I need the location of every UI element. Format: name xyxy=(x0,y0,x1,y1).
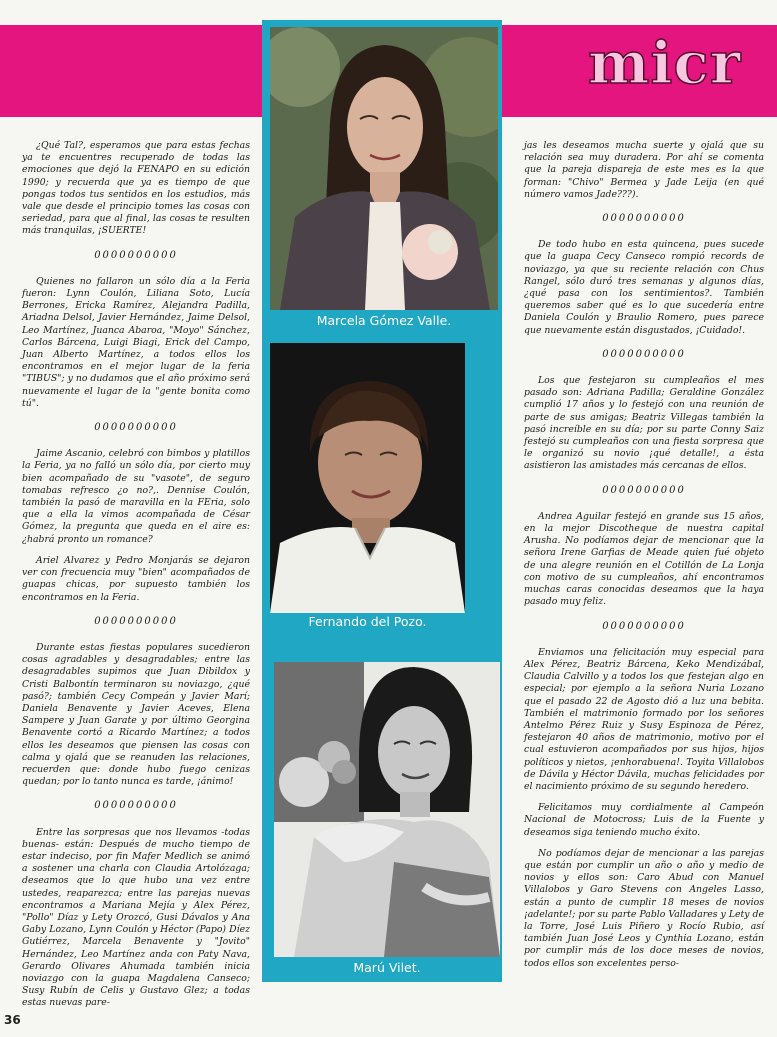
section-separator: 0000000000 xyxy=(602,348,686,360)
photo-marcela xyxy=(270,27,498,310)
header-band-left xyxy=(0,25,262,117)
paragraph: Felicitamos muy cordialmente al Campeón Nacional de Motocross; Luis de la Fuente y deseamos siga teniendo mucho éxito. xyxy=(524,802,764,838)
section-separator: 0000000000 xyxy=(94,615,178,627)
paragraph: De todo hubo en esta quincena, pues sucede que la guapa Cecy Canseco rompió records de noviazgo, ya que su reciente relación con Chus Rangel, sólo duró tres semanas y algunos días, ¿qué pasa con los sentimientos?. También queremos saber qué es lo que sucedería entre Daniela Coulón y Braulio Romero, pues parece que nuevamente están disgustados, ¡Cuidado!. xyxy=(524,239,764,336)
paragraph: Entre las sorpresas que nos llevamos -todas buenas- están: Después de mucho tiempo de estar indeciso, por fin Mafer Medlich se animó a sostener una charla con Claudia Artolózaga; deseamos que lo que hubo una vez entre ustedes, reaparezca; entre las parejas nuevas encontramos a Mariana Mejía y Alex Pérez, "Pollo" Díaz y Lety Orozcó, Gusi Dávalos y Ana Gaby Lozano, Lynn Coulón y Héctor (Papo) Díez Gutiérrez, Marcela Benavente y "Jovito" Hernández, Leo Martínez anda con Paty Nava, Gerardo Olivares Ahumada también inicia noviazgo con la guapa Magdalena Canseco; Susy Rubín de Celis y Gustavo Glez; a todas estas nuevas pare- xyxy=(22,826,250,1009)
masthead-title: micr xyxy=(588,29,742,97)
paragraph: No podíamos dejar de mencionar a las parejas que están por cumplir un año o año y medio de novios y ellos son: Caro Abud con Manuel Villalobos y Garo Stevens con Angeles Lasso, están a punto de cumplir 18 meses de novios ¡adelante!; por su parte Pablo Valladares y Lety de la Torre, José Luis Piñero y Rocío Rubio, así también Juan José Leos y Cynthia Lozano, están por cumplir más de los doce meses de novios, todos ellos son excelentes perso- xyxy=(524,847,764,969)
caption-maru: Marú Vilet. xyxy=(353,960,421,975)
photo-maru xyxy=(274,662,500,957)
right-column-text xyxy=(524,140,764,979)
paragraph: Durante estas fiestas populares sucedieron cosas agradables y desagradables; entre las desagradables supimos que Juan Dibildox y Cristi Balbontín terminaron su noviazgo, ¿qué pasó?; también Cecy Compeán y Javier Marí; Daniela Benavente y Javier Aceves, Elena Sampere y Juan Garate y por último Georgina Benavente cortó a Ricardo Martínez; a todos ellos les deseamos que piensen las cosas con calma y ojalá que se reanuden las relaciones, recuerden que: donde hubo fuego cenizas quedan; por lo tanto nunca es tarde, ¡ánimo! xyxy=(22,641,250,788)
page-number: 36 xyxy=(4,1013,21,1027)
section-separator: 0000000000 xyxy=(94,800,178,812)
left-column-text xyxy=(22,140,250,1019)
section-separator: 0000000000 xyxy=(94,249,178,261)
photo-fernando xyxy=(270,343,465,613)
paragraph: jas les deseamos mucha suerte y ojalá que su relación sea muy duradera. Por ahí se comenta que la pareja dispareja de este mes es la que forman: "Chivo" Bermea y Jade Leija (en qué número vamos Jade???). xyxy=(524,140,764,200)
section-separator: 0000000000 xyxy=(602,620,686,632)
section-separator: 0000000000 xyxy=(602,213,686,225)
paragraph: Los que festejaron su cumpleaños el mes pasado son: Adriana Padilla; Geraldine González cumplió 17 años y lo festejó con una reunión de parte de sus amigas; Beatriz Villegas también la pasó increíble en su día; por su parte Conny Saiz festejó su cumpleaños con una fiesta sorpresa que le organizó su novio ¡qué detalle!, a ésta asistieron las amistades más cercanas de ellos. xyxy=(524,375,764,472)
section-separator: 0000000000 xyxy=(94,422,178,434)
paragraph: ¿Qué Tal?, esperamos que para estas fechas ya te encuentres recuperado de todas las emociones que dejó la FENAPO en su edición 1990; y recuerda que ya es tiempo de que pongas todos tus sentidos en los estudios, más vale que desde el principio tomes las cosas con seriedad, para que al final, las cosas te resulten más tranquilas, ¡SUERTE! xyxy=(22,140,250,237)
caption-marcela: Marcela Gómez Valle. xyxy=(316,313,452,328)
paragraph: Enviamos una felicitación muy especial para Alex Pérez, Beatriz Bárcena, Keko Mendizábal, Claudia Calvillo y a todos los que festejan algo en especial; por ejemplo a la señora Nuria Lozano que el pasado 22 de Agosto dió a luz una bebita. También el matrimonio formado por los señores Antelmo Pérez Ruiz y Susy Espinoza de Pérez, festejaron 40 años de matrimonio, motivo por el cual estuvieron acompañados por sus hijos, hijos políticos y nietos, ¡enhorabuena!. Toyita Villalobos de Dávila y Héctor Dávila, muchas felicidades por el nacimiento próximo de su segundo heredero. xyxy=(524,646,764,792)
caption-fernando: Fernando del Pozo. xyxy=(308,614,427,629)
section-separator: 0000000000 xyxy=(602,484,686,496)
paragraph: Ariel Alvarez y Pedro Monjarás se dejaron ver con frecuencia muy "bien" acompañados de guapas chicas, por supuesto también los encontramos en la Feria. xyxy=(22,554,250,603)
paragraph: Jaime Ascanio, celebró con bimbos y platillos la Feria, ya no falló un sólo día, por cierto muy bien acompañado de su "vasote", de seguro tomabas refresco ¿o no?,. Dennise Coulón, también la pasó de maravilla en la FEria, solo que a ella la vimos acompañada de César Gómez, la pregunta que queda en el aire es: ¿habrá pronto un romance? xyxy=(22,448,250,545)
paragraph: Andrea Aguilar festejó en grande sus 15 años, en la mejor Discotheque de nuestra capital Arusha. No podíamos dejar de mencionar que la señora Irene Garfias de Meade quien fué objeto de una alegre reunión en el Cotillón de La Lonja con motivo de su cumpleaños, ahí encontramos muchas caras conocidas deseamos que la haya pasado muy feliz. xyxy=(524,510,764,608)
paragraph: Quienes no fallaron un sólo día a la Feria fueron: Lynn Coulón, Liliana Soto, Lucía Berrones, Ericka Ramírez, Alejandra Padilla, Ariadna Delsol, Javier Hernández, Jaime Delsol, Leo Martínez, Juanca Abaroa, "Moyo" Sánchez, Carlos Bárcena, Luigi Biagi, Erick del Campo, Juan Alberto Martínez, a todos ellos los encontramos en el mejor lugar de la feria "TIBUS"; y no dudamos que el año próximo será nuevamente el lugar de la "gente bonita como tú". xyxy=(22,275,250,409)
